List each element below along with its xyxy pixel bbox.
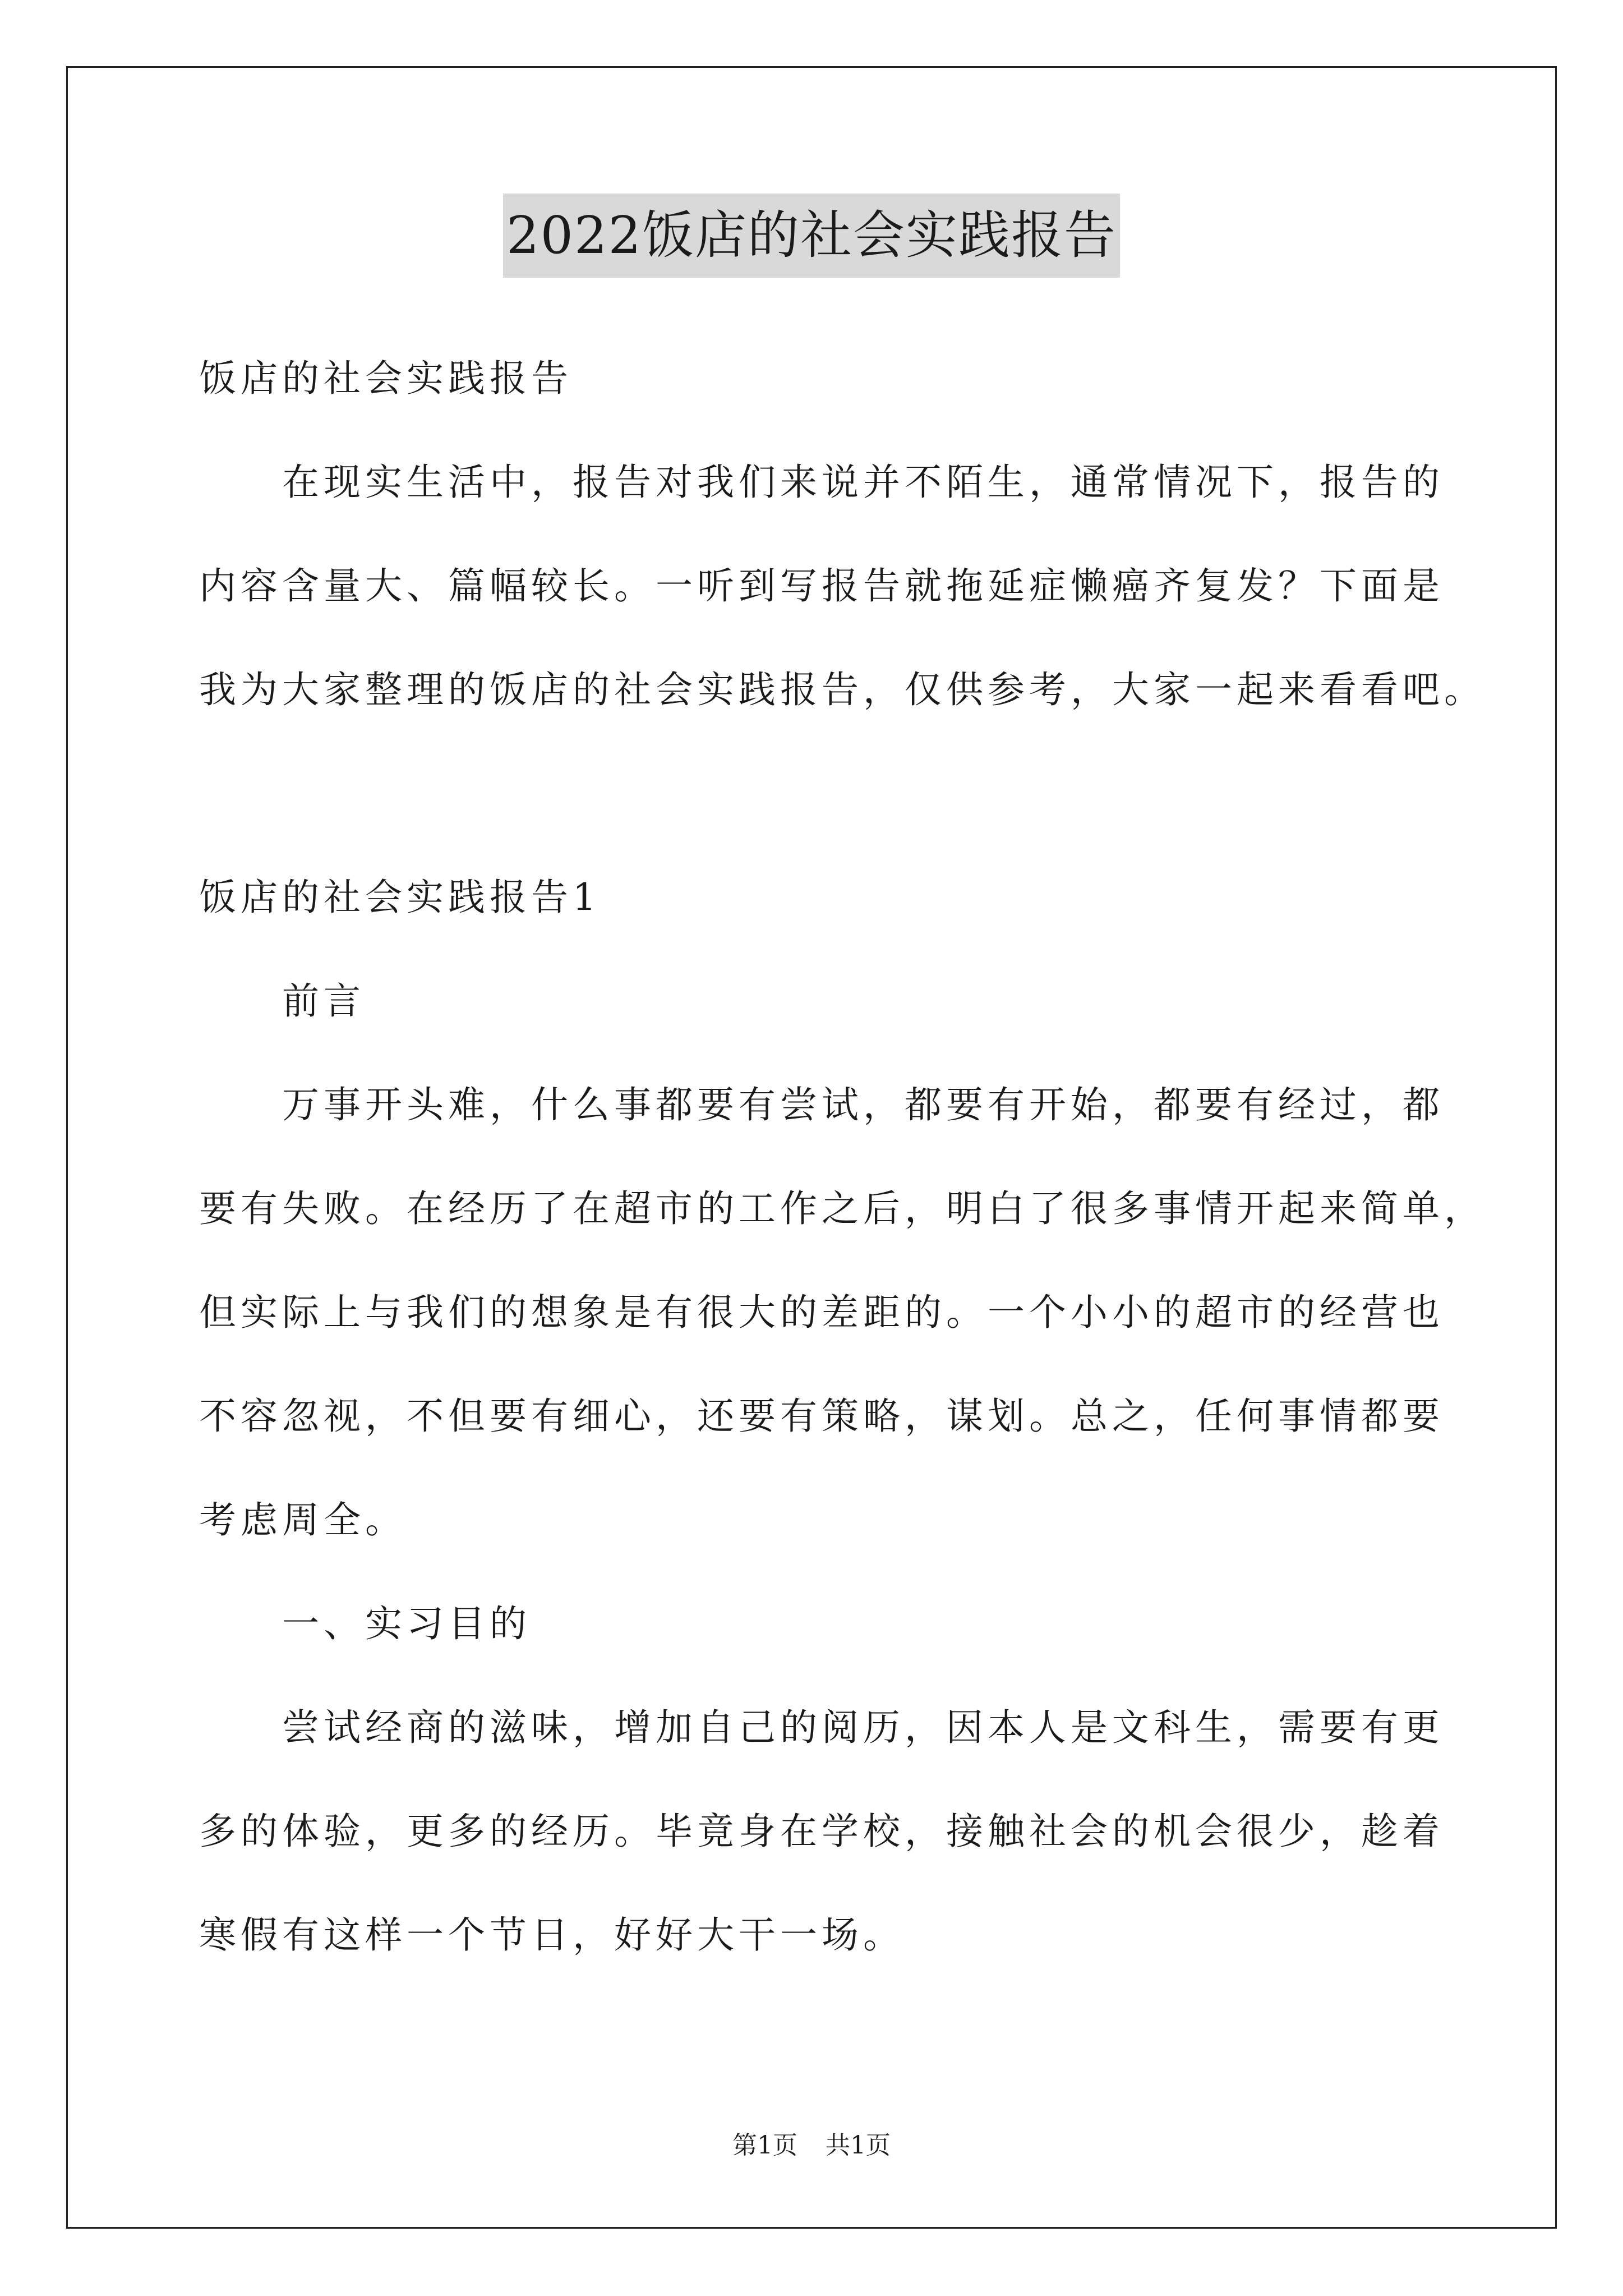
preface-heading: 前言 — [282, 979, 365, 1023]
purpose-line-1: 尝试经商的滋味，增加自己的阅历，因本人是文科生，需要有更 — [282, 1706, 1444, 1749]
preface-line-5: 考虑周全。 — [199, 1498, 407, 1542]
section-heading: 饭店的社会实践报告1 — [199, 876, 601, 919]
preface-line-1: 万事开头难，什么事都要有尝试，都要有开始，都要有经过，都 — [282, 1083, 1444, 1126]
intro-line-1: 在现实生活中，报告对我们来说并不陌生，通常情况下，报告的 — [282, 461, 1444, 504]
title-container — [0, 194, 1623, 278]
preface-line-4: 不容忽视，不但要有细心，还要有策略，谋划。总之，任何事情都要 — [199, 1395, 1444, 1438]
purpose-line-3: 寒假有这样一个节日，好好大干一场。 — [199, 1913, 905, 1957]
subtitle: 饭店的社会实践报告 — [199, 357, 573, 400]
purpose-heading: 一、实习目的 — [282, 1602, 531, 1645]
preface-line-3: 但实际上与我们的想象是有很大的差距的。一个小小的超市的经营也 — [199, 1291, 1444, 1334]
preface-line-2: 要有失败。在经历了在超市的工作之后，明白了很多事情开起来简单， — [199, 1187, 1486, 1230]
intro-line-3: 我为大家整理的饭店的社会实践报告，仅供参考，大家一起来看看吧。 — [199, 668, 1486, 711]
intro-line-2: 内容含量大、篇幅较长。一听到写报告就拖延症懒癌齐复发？下面是 — [199, 564, 1444, 608]
page-number: 第1页 — [732, 2131, 797, 2160]
purpose-line-2: 多的体验，更多的经历。毕竟身在学校，接触社会的机会很少，趁着 — [199, 1810, 1444, 1853]
page-footer — [0, 2129, 1623, 2162]
document-title: 2022饭店的社会实践报告 — [503, 194, 1120, 278]
page-total: 共1页 — [826, 2131, 891, 2160]
